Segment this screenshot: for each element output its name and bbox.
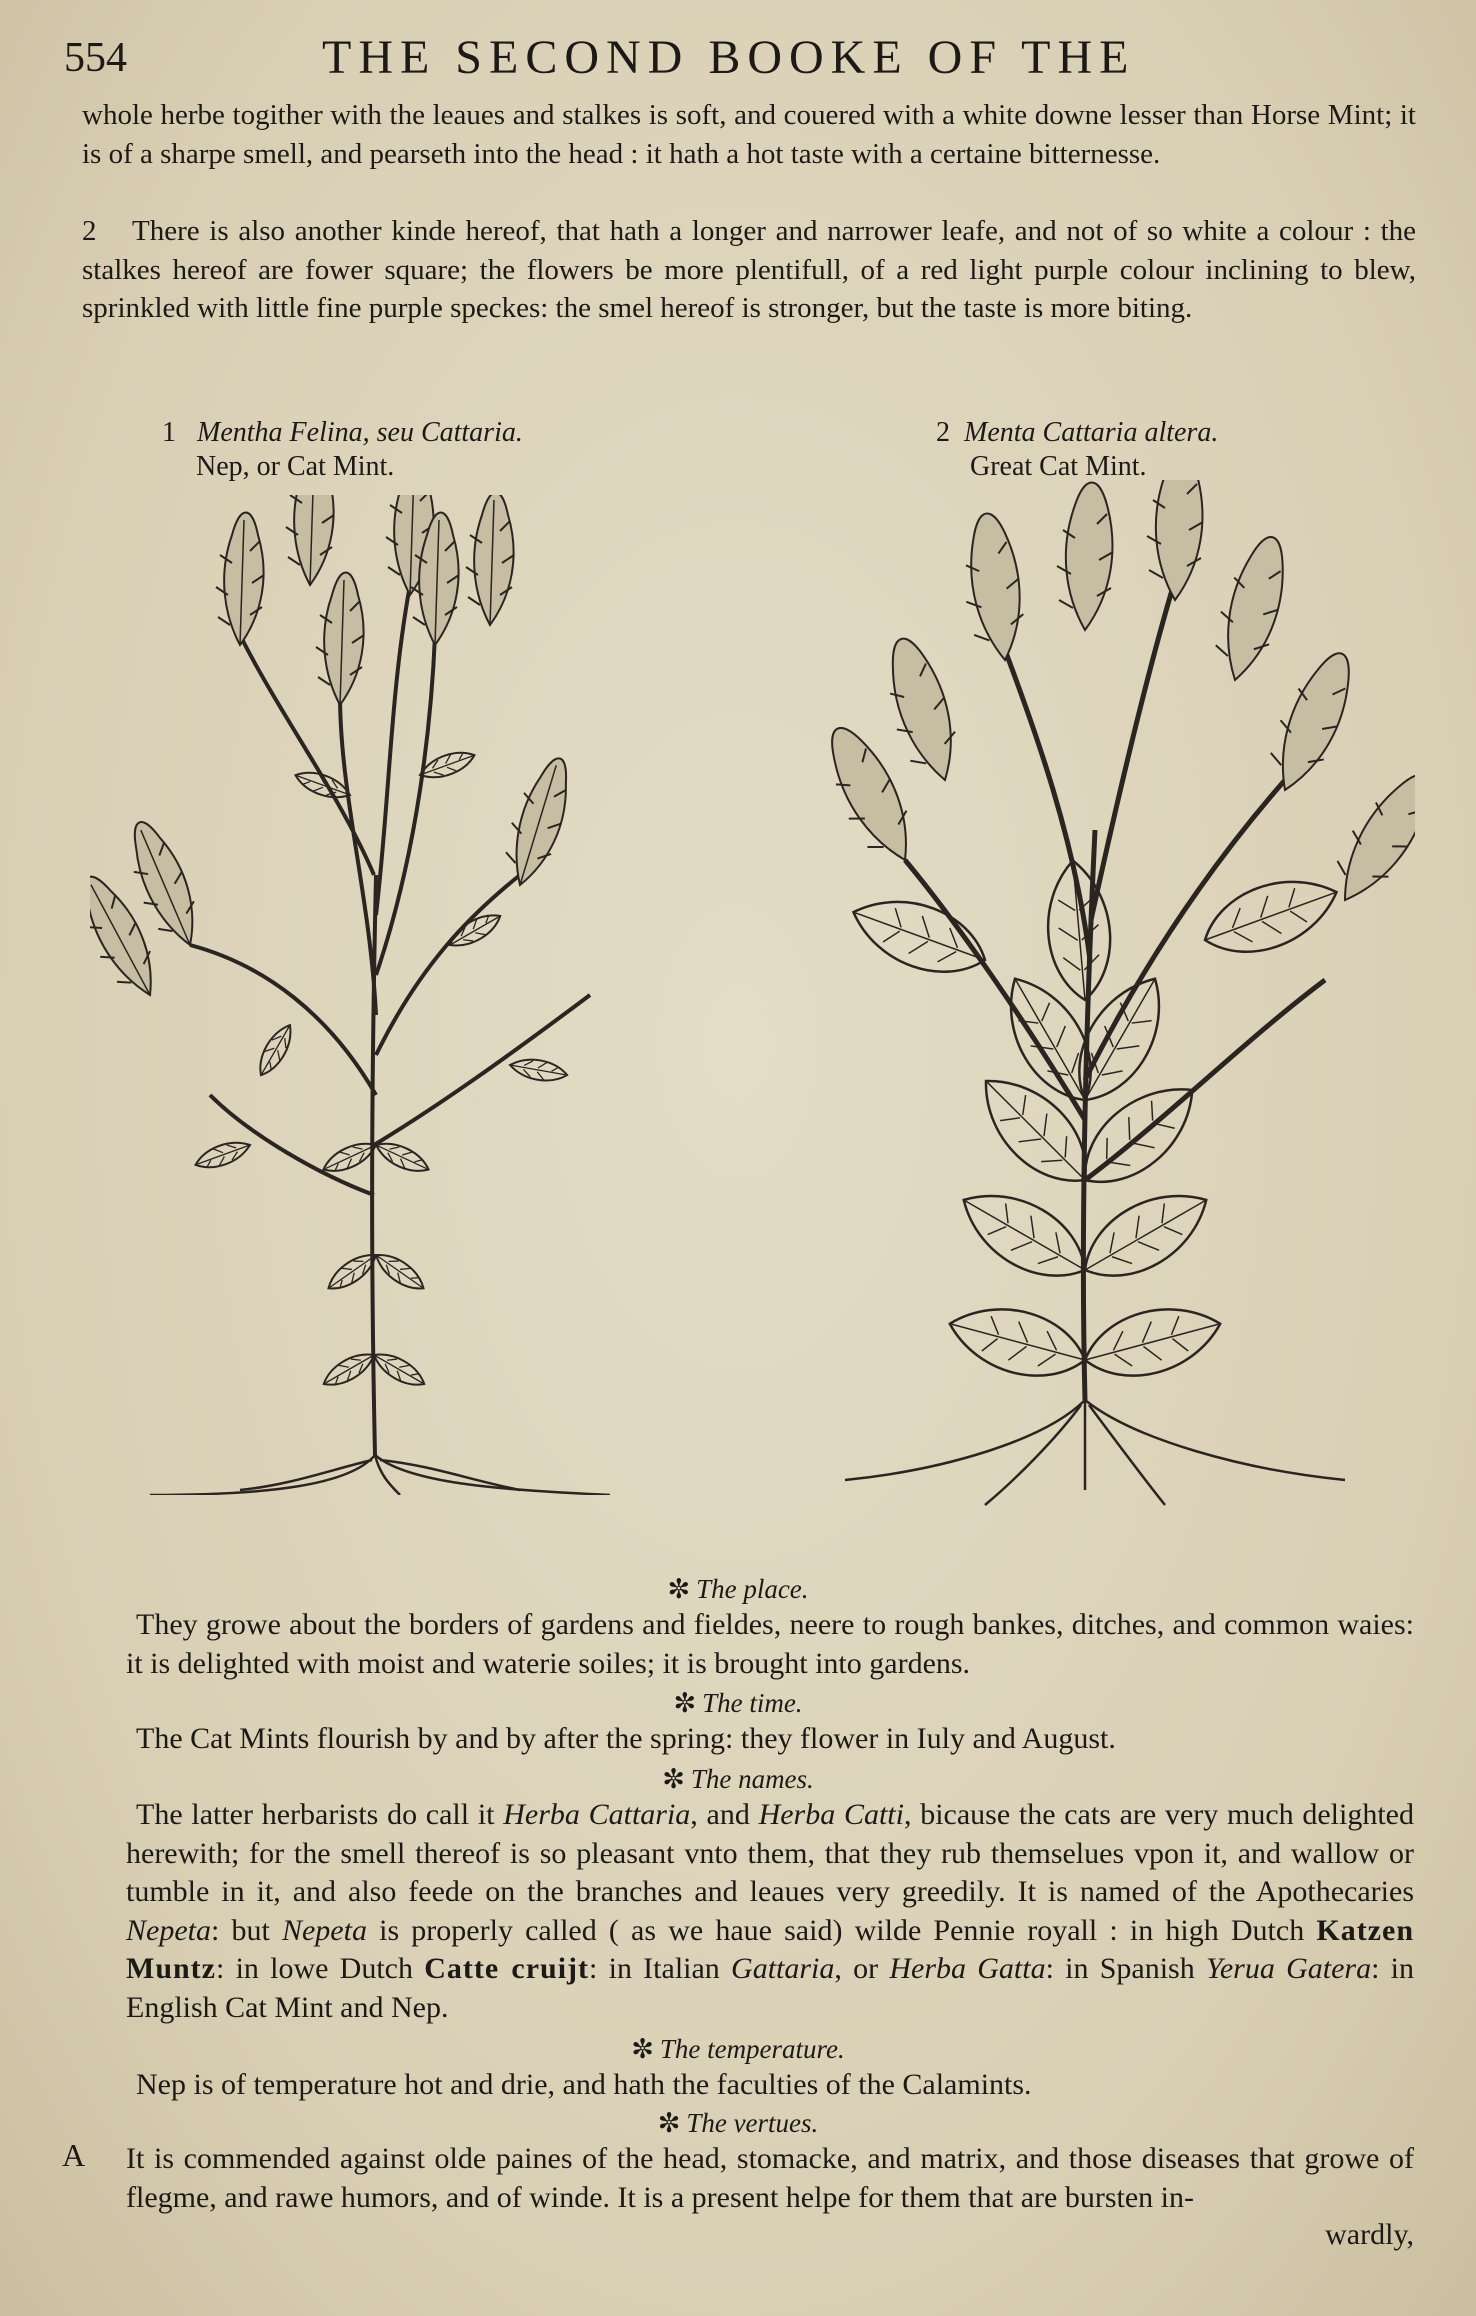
place-text: They growe about the borders of gardens and fieldes, neere to rough bankes, ditches, and common waies: it is delighted with moist and waterie soiles; it is brought into gardens. <box>126 1608 1414 1680</box>
temperature-text: Nep is of temperature hot and drie, and hath the faculties of the Calamints. <box>136 2068 1032 2101</box>
latin-term: Gattaria <box>731 1952 835 1985</box>
figure-1-caption <box>162 416 523 484</box>
blackletter-term: Catte cruijt <box>424 1952 590 1985</box>
figure-2-english-name: Great Cat Mint. <box>970 451 1147 482</box>
catchword: wardly, <box>1325 2218 1414 2251</box>
names-text: The latter herbarists do call it Herba Cattaria, and Herba Catti, bicause the cats are very much delighted herewith; for the smell thereof is so pleasant vnto them, that they rub themselues vpon it, and wallow or tumble in it, and also feede on the branches and leaues very greedily. It is named of the Apothecaries Nepeta: but Nepeta is properly called ( as we haue said) wilde Pennie royall : in high Dutch Katzen Muntz: in lowe Dutch Catte cruijt: in Italian Gattaria, or Herba Gatta: in Spanish Yerua Gatera: in English Cat Mint and Nep. <box>126 1798 1414 2024</box>
margin-letter-a: A <box>62 2137 86 2173</box>
fleuron-icon: ✼ <box>662 1764 685 1794</box>
intro-paragraph-1: whole herbe togither with the leaues and stalkes is soft, and couered with a white downe lesser than Horse Mint; it is of a sharpe smell, and pearseth into the head : it hath a hot taste with a certaine bitternesse. <box>82 99 1416 170</box>
latin-term: Nepeta <box>281 1913 367 1947</box>
fleuron-icon: ✼ <box>631 2034 654 2064</box>
time-text: The Cat Mints flourish by and by after the spring: they flower in Iuly and August. <box>136 1722 1116 1755</box>
vertues-text: It is commended against olde paines of the head, stomacke, and matrix, and those diseases that growe of flegme, and rawe humors, and of winde. It is a present helpe for them that are bursten in- <box>126 2142 1414 2214</box>
figure-2-caption <box>936 416 1218 484</box>
paragraph-number: 2 <box>82 215 97 247</box>
page-header <box>64 30 1424 90</box>
page-number: 554 <box>64 35 127 81</box>
blackletter-term: Katzen Muntz <box>126 1913 1414 1985</box>
figure-1-english-name: Nep, or Cat Mint. <box>196 451 395 482</box>
latin-term: Herba Cattaria <box>503 1798 691 1831</box>
fleuron-icon: ✼ <box>667 1574 691 1604</box>
intro-paragraph-2 <box>82 212 1416 328</box>
cat-mint-woodcut <box>90 495 690 1495</box>
latin-term: Herba Catti <box>758 1798 904 1831</box>
heading-the-vertues: ✼ The vertues. <box>657 2108 819 2138</box>
intro-paragraph-2-text: There is also another kinde hereof, that hath a longer and narrower leafe, and not of so white a colour : the stalkes hereof are fower square; the flowers be more plentifull, of a red light purple colour inclining to blew, sprinkled with little fine purple speckes: the smel hereof is stronger, but the taste is more biting. <box>82 215 1416 324</box>
fleuron-icon: ✼ <box>657 2108 681 2138</box>
figure-2-latin-name: Menta Cattaria altera. <box>964 417 1219 448</box>
running-title: THE SECOND BOOKE OF THE <box>322 31 1136 84</box>
latin-term: Nepeta <box>126 1913 211 1947</box>
latin-term: Herba Gatta <box>889 1952 1046 1985</box>
figure-1-number: 1 <box>162 417 176 448</box>
great-cat-mint-woodcut <box>785 480 1415 1510</box>
figure-2-number: 2 <box>936 417 950 448</box>
heading-the-names: ✼ The names. <box>662 1764 814 1794</box>
heading-the-time: ✼ The time. <box>673 1688 803 1718</box>
heading-the-temperature: ✼ The temperature. <box>631 2034 845 2064</box>
heading-the-place: ✼ The place. <box>667 1574 809 1604</box>
figure-1-latin-name: Mentha Felina, seu Cattaria. <box>197 417 523 448</box>
latin-term: Yerua Gatera <box>1205 1952 1372 1985</box>
fleuron-icon: ✼ <box>673 1688 697 1718</box>
